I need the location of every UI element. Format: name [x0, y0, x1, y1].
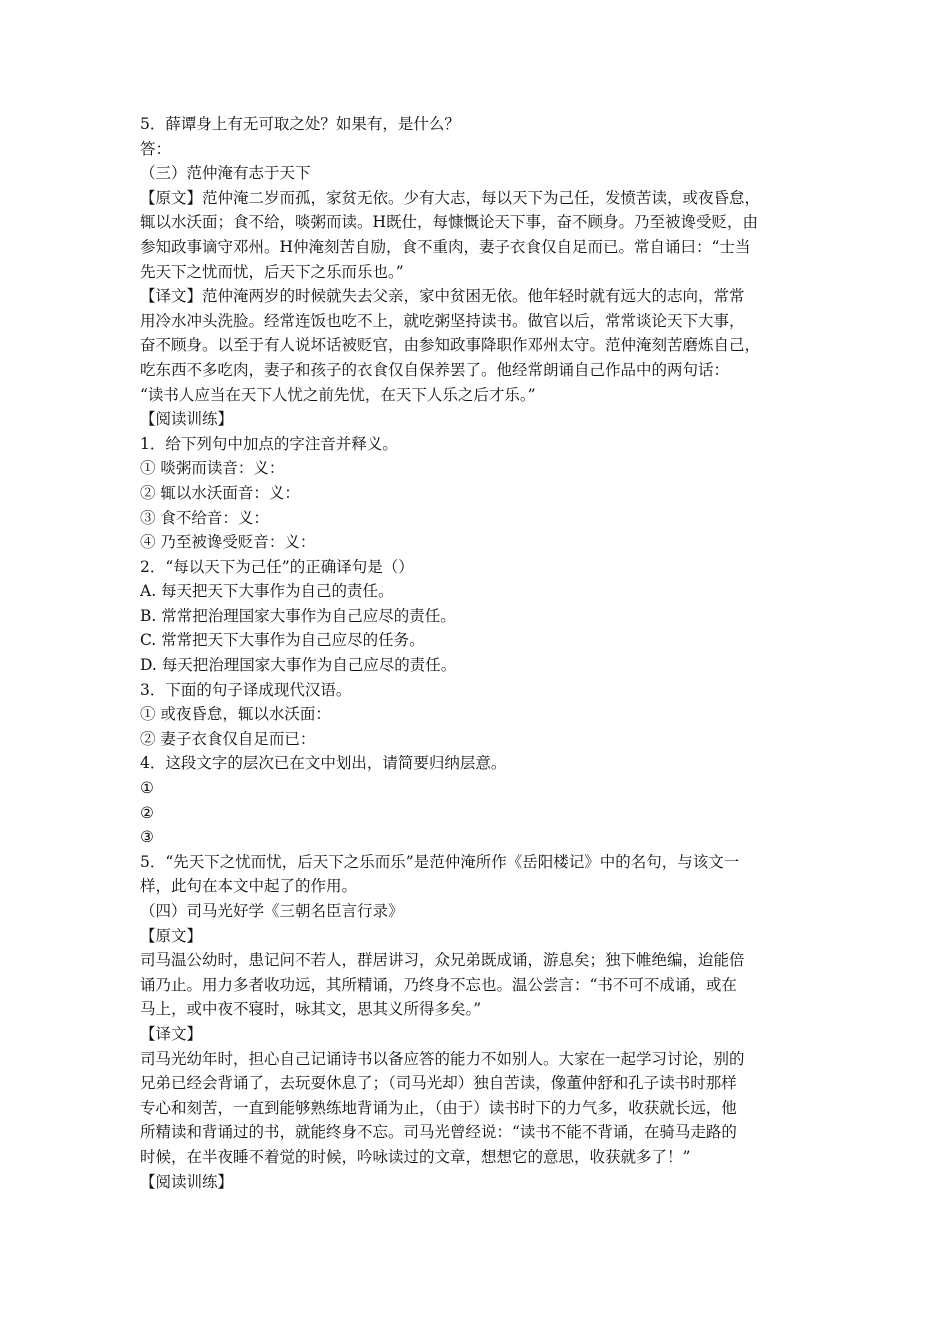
original-text-line: 【原文】范仲淹二岁而孤，家贫无依。少有大志，每以天下为己任，发愤苦读，或夜昏怠，	[140, 188, 761, 207]
translation-line: 所精读和背诵过的书，就能终身不忘。司马光曾经说：“读书不能不背诵，在骑马走路的	[140, 1123, 737, 1142]
question-1-item: ④ 乃至被谗受贬音：义：	[140, 533, 316, 552]
question-4-item: ③	[140, 828, 154, 847]
question-1-item: ② 辄以水沃面音：义：	[140, 483, 300, 502]
original-text-heading: 【原文】	[140, 926, 203, 945]
translation-line: 时候，在半夜睡不着觉的时候，吟咏读过的文章，想想它的意思，收获就多了！”	[140, 1147, 691, 1166]
question-5-xue-tan: 5．薛谭身上有无可取之处？如果有，是什么？	[140, 115, 460, 133]
translation-line: 【译文】范仲淹两岁的时候就失去父亲，家中贫困无依。他年轻时就有远大的志向，常常	[140, 287, 745, 306]
question-5: 5．“先天下之忧而忧，后天下之乐而乐”是范仲淹所作《岳阳楼记》中的名句，与该文一	[140, 852, 740, 871]
translation-line: 用冷水冲头洗脸。经常连饭也吃不上，就吃粥坚持读书。做官以后，常常谈论天下大事，	[140, 311, 745, 330]
reading-exercise-heading: 【阅读训练】	[140, 1172, 234, 1191]
question-5-continued: 样，此句在本文中起了的作用。	[140, 877, 358, 896]
translation-line: 兄弟已经会背诵了，去玩耍休息了；（司马光却）独自苦读，像董仲舒和孔子读书时那样	[140, 1074, 737, 1093]
translation-line: 吃东西不多吃肉，妻子和孩子的衣食仅自保养罢了。他经常朗诵自己作品中的两句话：	[140, 360, 730, 379]
reading-exercise-heading: 【阅读训练】	[140, 410, 234, 429]
question-1-item: ① 啖粥而读音：义：	[140, 459, 285, 478]
document-page	[140, 112, 820, 1194]
question-1-item: ③ 食不给音：义：	[140, 508, 269, 527]
question-3: 3．下面的句子译成现代汉语。	[140, 680, 352, 699]
translation-line: 专心和刻苦，一直到能够熟练地背诵为止，（由于）读书时下的力气多，收获就长远，他	[140, 1098, 737, 1117]
original-text-line: 司马温公幼时，患记问不若人，群居讲习，众兄弟既成诵，游息矣；独下帷绝编，迨能倍	[140, 951, 745, 970]
original-text-line: 参知政事谪守邓州。H仲淹刻苦自励，食不重肉，妻子衣食仅自足而已。常自诵曰：“士当	[140, 237, 751, 256]
translation-line: “读书人应当在天下人忧之前先忧，在天下人乐之后才乐。”	[140, 385, 536, 404]
option-d: D. 每天把治理国家大事作为自己应尽的责任。	[140, 656, 457, 675]
original-text-line: 先天下之忧而忧，后天下之乐而乐也。”	[140, 262, 404, 281]
translation-line: 奋不顾身。以至于有人说坏话被贬官，由参知政事降职作邓州太守。范仲淹刻苦磨炼自己，	[140, 336, 761, 355]
option-b: B. 常常把治理国家大事作为自己应尽的责任。	[140, 606, 456, 625]
option-a: A. 每天把天下大事作为自己的责任。	[140, 582, 394, 601]
translation-line: 司马光幼年时，担心自己记诵诗书以备应答的能力不如别人。大家在一起学习讨论，别的	[140, 1049, 745, 1068]
question-4-item: ②	[140, 803, 154, 822]
original-text-line: 马上，或中夜不寝时，咏其文，思其义所得多矣。”	[140, 1000, 482, 1019]
section-heading-fan-zhongyan: （三）范仲淹有志于天下	[140, 164, 311, 183]
section-heading-sima-guang: （四）司马光好学《三朝名臣言行录》	[140, 902, 404, 920]
question-1: 1．给下列句中加点的字注音并释义。	[140, 434, 398, 453]
question-4: 4．这段文字的层次已在文中划出，请简要归纳层意。	[140, 754, 507, 773]
answer-label: 答：	[140, 139, 172, 158]
question-2: 2．“每以天下为己任”的正确译句是（）	[140, 557, 414, 576]
translation-heading: 【译文】	[140, 1024, 203, 1043]
original-text-line: 辄以水沃面；食不给，啖粥而读。H既仕，每慷慨论天下事，奋不顾身。乃至被谗受贬，由	[140, 213, 759, 232]
question-4-item: ①	[140, 779, 154, 798]
original-text-line: 诵乃止。用力多者收功远，其所精诵，乃终身不忘也。温公尝言：“书不可不成诵，或在	[140, 975, 737, 994]
question-3-item: ② 妻子衣食仅自足而已：	[140, 729, 316, 748]
question-3-item: ① 或夜昏怠，辄以水沃面：	[140, 705, 331, 724]
option-c: C. 常常把天下大事作为自己应尽的任务。	[140, 631, 425, 650]
